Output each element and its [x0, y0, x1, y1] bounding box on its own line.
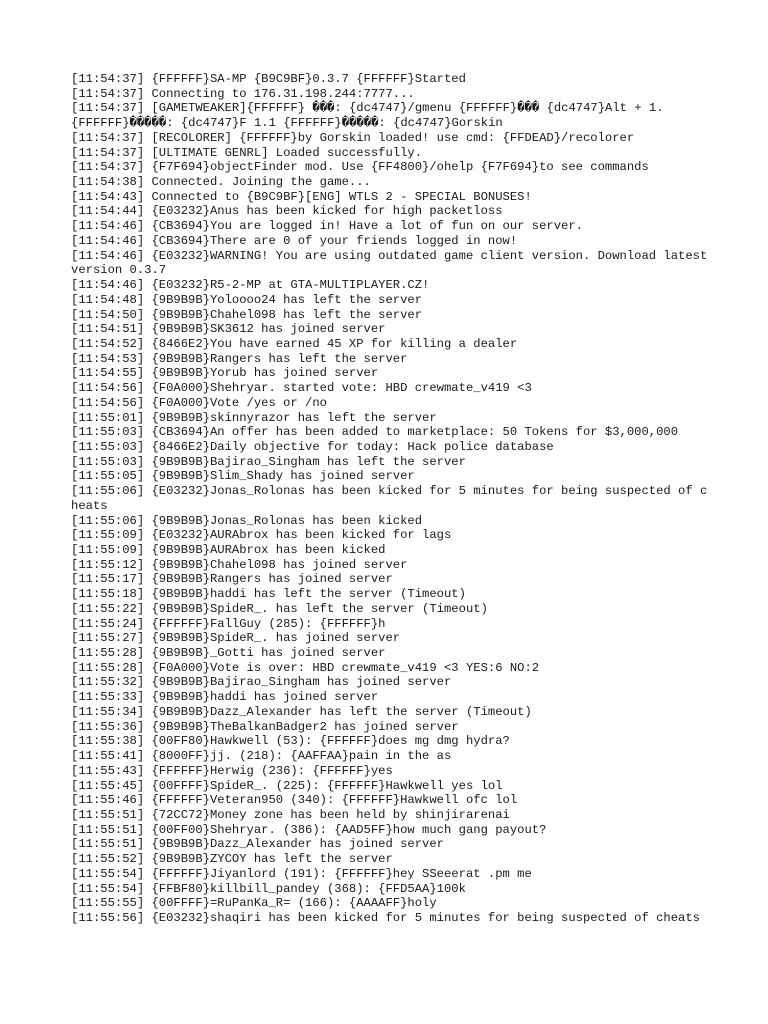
log-line: [11:55:03] {9B9B9B}Bajirao_Singham has left the server: [71, 454, 466, 469]
log-line: [11:55:46] {FFFFFF}Veteran950 (340): {FFFFFF}Hawkwell ofc lol: [71, 793, 518, 808]
log-line: [11:55:38] {00FF80}Hawkwell (53): {FFFFFF}does mg dmg hydra?: [71, 734, 510, 749]
log-line: [11:55:05] {9B9B9B}Slim_Shady has joined server: [71, 469, 415, 484]
log-line: [11:54:48] {9B9B9B}Yoloooo24 has left the server: [71, 292, 423, 307]
log-line: [11:54:46] {CB3694}There are 0 of your friends logged in now!: [71, 233, 518, 248]
log-line: [11:55:51] {00FF00}Shehryar. (386): {AAD5FF}how much gang payout?: [71, 822, 547, 837]
log-line: [11:55:52] {9B9B9B}ZYCOY has left the server: [71, 852, 393, 867]
log-line: [11:55:33] {9B9B9B}haddi has joined server: [71, 690, 379, 705]
log-line: [11:54:37] [GAMETWEAKER]{FFFFFF} ���: {dc4747}/gmenu {FFFFFF}��� {dc4747}Alt + 1.: [71, 101, 664, 116]
log-line: [11:55:09] {9B9B9B}AURAbrox has been kicked: [71, 543, 386, 557]
log-line: [11:54:46] {E03232}R5-2-MP at GTA-MULTIPLAYER.CZ!: [71, 278, 430, 293]
log-line: [11:55:12] {9B9B9B}Chahel098 has joined server: [71, 557, 408, 572]
log-line: [11:55:06] {E03232}Jonas_Rolonas has been kicked for 5 minutes for being suspected of cheats: [71, 484, 708, 513]
log-line: [11:54:37] {F7F694}objectFinder mod. Use {FF4800}/ohelp {F7F694}to see commands: [71, 160, 649, 175]
log-line: [11:55:18] {9B9B9B}haddi has left the server (Timeout): [71, 587, 466, 602]
log-line: [11:55:41] {8000FF}jj. (218): {AAFFAA}pain in the as: [71, 749, 452, 764]
log-line: [11:55:55] {00FFFF}=RuPanKa_R= (166): {AAAAFF}holy: [71, 896, 437, 911]
log-line: [11:55:51] {9B9B9B}Dazz_Alexander has joined server: [71, 837, 444, 852]
log-line: [11:55:03] {CB3694}An offer has been added to marketplace: 50 Tokens for $3,000,000: [71, 425, 679, 440]
log-line: [11:54:46] {E03232}WARNING! You are using outdated game client version. Download latest version 0.3.7: [71, 248, 715, 278]
chat-log: [71, 72, 715, 926]
log-line: [11:55:45] {00FFFF}SpideR_. (225): {FFFFFF}Hawkwell yes lol: [71, 778, 503, 793]
log-line: {FFFFFF}�����: {dc4747}F 1.1 {FFFFFF}�����: {dc4747}Gorskin: [71, 116, 503, 131]
log-line: [11:54:46] {CB3694}You are logged in! Have a lot of fun on our server.: [71, 219, 583, 234]
log-line: [11:55:03] {8466E2}Daily objective for today: Hack police database: [71, 439, 554, 454]
log-line: [11:54:55] {9B9B9B}Yorub has joined server: [71, 366, 379, 381]
log-line: [11:54:50] {9B9B9B}Chahel098 has left the server: [71, 307, 423, 322]
log-line: [11:54:43] Connected to {B9C9BF}[ENG] WTLS 2 - SPECIAL BONUSES!: [71, 189, 532, 204]
log-line: [11:54:37] Connecting to 176.31.198.244:7777...: [71, 86, 415, 101]
log-line: [11:55:28] {9B9B9B}_Gotti has joined server: [71, 646, 386, 661]
log-line: [11:55:28] {F0A000}Vote is over: HBD crewmate_v419 <3 YES:6 NO:2: [71, 660, 540, 675]
log-line: [11:55:24] {FFFFFF}FallGuy (285): {FFFFFF}h: [71, 616, 386, 631]
log-line: [11:55:22] {9B9B9B}SpideR_. has left the server (Timeout): [71, 601, 488, 616]
log-line: [11:55:32] {9B9B9B}Bajirao_Singham has joined server: [71, 675, 452, 690]
log-line: [11:54:37] [RECOLORER] {FFFFFF}by Gorskin loaded! use cmd: {FFDEAD}/recolorer: [71, 130, 635, 145]
log-line: [11:55:43] {FFFFFF}Herwig (236): {FFFFFF}yes: [71, 763, 393, 778]
log-line: [11:55:51] {72CC72}Money zone has been held by shinjirarenai: [71, 807, 510, 822]
log-line: [11:54:56] {F0A000}Shehryar. started vote: HBD crewmate_v419 <3: [71, 381, 532, 396]
log-line: [11:54:51] {9B9B9B}SK3612 has joined server: [71, 322, 386, 337]
log-line: [11:54:44] {E03232}Anus has been kicked for high packetloss: [71, 204, 503, 219]
log-line: [11:55:09] {E03232}AURAbrox has been kicked for lags: [71, 528, 452, 543]
log-line: [11:54:37] {FFFFFF}SA-MP {B9C9BF}0.3.7 {FFFFFF}Started: [71, 72, 466, 86]
log-line: [11:55:56] {E03232}shaqiri has been kicked for 5 minutes for being suspected of cheats: [71, 910, 700, 925]
log-line: [11:55:17] {9B9B9B}Rangers has joined server: [71, 572, 393, 587]
log-line: [11:54:53] {9B9B9B}Rangers has left the server: [71, 351, 408, 366]
log-line: [11:55:54] {FFBF80}killbill_pandey (368): {FFD5AA}100k: [71, 881, 466, 896]
log-line: [11:54:38] Connected. Joining the game...: [71, 175, 371, 190]
log-line: [11:54:37] [ULTIMATE GENRL] Loaded successfully.: [71, 145, 423, 160]
log-line: [11:54:52] {8466E2}You have earned 45 XP for killing a dealer: [71, 336, 518, 351]
log-line: [11:55:27] {9B9B9B}SpideR_. has joined server: [71, 631, 401, 646]
log-line: [11:55:01] {9B9B9B}skinnyrazor has left the server: [71, 410, 437, 425]
log-line: [11:55:36] {9B9B9B}TheBalkanBadger2 has joined server: [71, 719, 459, 734]
log-line: [11:55:54] {FFFFFF}Jiyanlord (191): {FFFFFF}hey SSeeerat .pm me: [71, 866, 532, 881]
log-line: [11:55:34] {9B9B9B}Dazz_Alexander has left the server (Timeout): [71, 704, 532, 719]
log-line: [11:54:56] {F0A000}Vote /yes or /no: [71, 395, 327, 410]
log-line: [11:55:06] {9B9B9B}Jonas_Rolonas has been kicked: [71, 513, 423, 528]
